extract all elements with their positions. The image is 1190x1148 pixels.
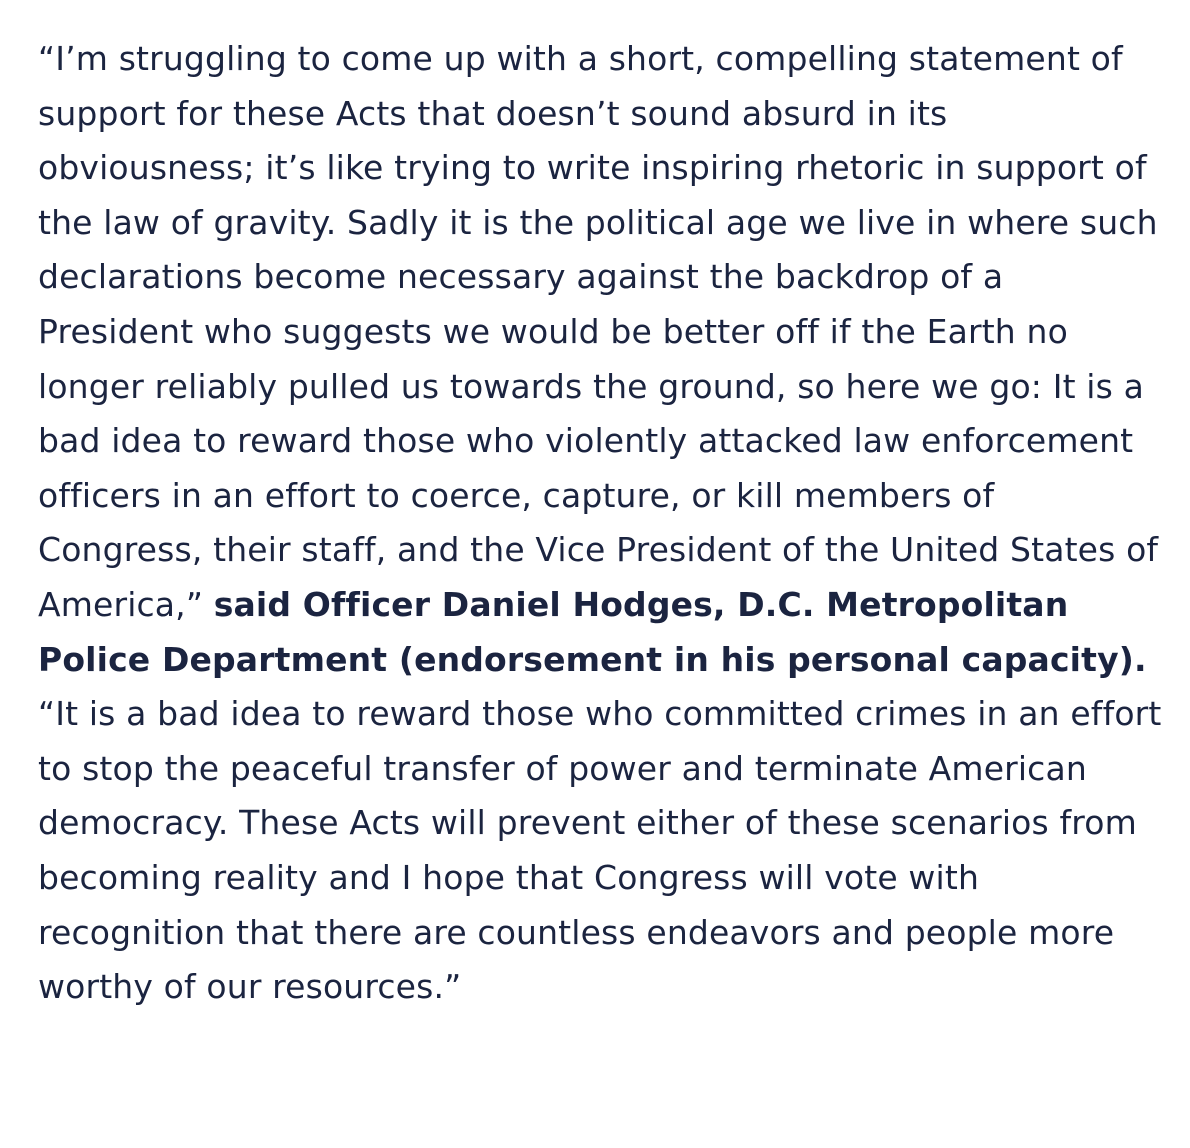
endorsement-statement xyxy=(38,32,1168,1015)
speaker-attribution: said Officer Daniel Hodges, D.C. Metropolitan Police Department (endorsement in his personal capacity). xyxy=(38,584,1147,679)
quote-text-second: “It is a bad idea to reward those who committed crimes in an effort to stop the peaceful transfer of power and terminate American democracy. These Acts will prevent either of these scenarios from becoming reality and I hope that Congress will vote with recognition that there are countless endeavors and people more worthy of our resources.” xyxy=(38,694,1162,1007)
quote-text-first: “I’m struggling to come up with a short, compelling statement of support for these Acts that doesn’t sound absurd in its obviousness; it’s like trying to write inspiring rhetoric in support of the law of gravity. Sadly it is the political age we live in where such declarations become necessary against the backdrop of a President who suggests we would be better off if the Earth no longer reliably pulled us towards the ground, so here we go: It is a bad idea to reward those who violently attacked law enforcement officers in an effort to coerce, capture, or kill members of Congress, their staff, and the Vice President of the United States of America,” xyxy=(38,39,1159,624)
